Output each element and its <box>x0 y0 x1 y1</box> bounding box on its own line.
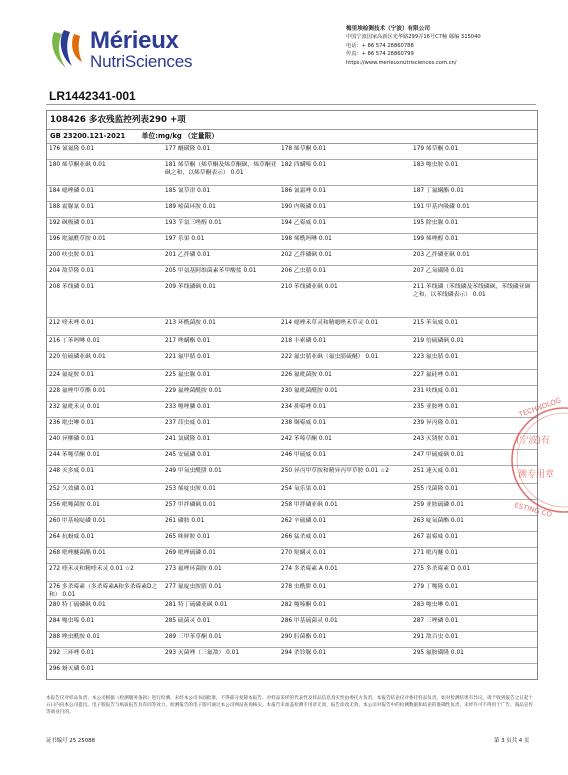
pesticide-cell: 184 噁唑磷 0.01 <box>49 188 95 194</box>
pesticide-cell: 253 烯啶虫胺 0.01 <box>165 486 216 492</box>
table-row <box>47 186 537 202</box>
pesticide-cell: 267 霜霉威 0.01 <box>413 534 459 540</box>
pesticide-cell: 196 吡氟酰草胺 0.01 <box>49 236 106 242</box>
pesticide-cell: 198 烯酰吗啉 0.01 <box>281 236 332 242</box>
pesticide-cell: 249 甲氧虫酰肼 0.01 <box>165 468 222 474</box>
pesticide-cell: 225 氟虫脲 0.01 <box>165 372 211 378</box>
pesticide-cell: 294 杀铃脲 0.01 <box>281 650 327 656</box>
pesticide-cell: 238 缬霉威 0.01 <box>281 420 327 426</box>
brand-name: Mérieux <box>90 27 179 54</box>
pesticide-cell: 204 敌草隆 0.01 <box>49 268 95 274</box>
pesticide-cell: 202 乙拌磷砜 0.01 <box>281 252 332 258</box>
pesticide-cell: 223 氟虫腈 0.01 <box>413 354 459 360</box>
pesticide-cell: 195 除虫脲 0.01 <box>413 220 459 226</box>
pesticide-cell: 287 三唑磷 0.01 <box>413 618 459 624</box>
table-row <box>47 318 537 336</box>
table-row <box>47 402 537 418</box>
certificate-number: 证书编号 25 25088 <box>46 738 95 744</box>
company-address: 中国宁波国家高新区光华路299弄16号C7幢 邮编 315040 <box>346 34 481 41</box>
pesticide-cell: 275 多杀霉素 D 0.01 <box>413 566 471 572</box>
pesticide-cell: 228 氟唑甲草酯 0.01 <box>49 388 106 394</box>
pesticide-cell: 213 环酰菌胺 0.01 <box>165 320 216 326</box>
pesticide-cell: 176 氰氟隆 0.01 <box>49 146 95 152</box>
pesticide-cell: 177 醚磺隆 0.01 <box>165 146 211 152</box>
table-body <box>47 144 537 679</box>
report-number: LR1442341-001 <box>49 89 136 103</box>
pesticide-cell: 256 吡噻菌胺 0.01 <box>49 502 100 508</box>
table-row <box>47 160 537 186</box>
pesticide-cell: 191 甲基内吸磷 0.01 <box>413 204 470 210</box>
pesticide-cell: 260 甲基嘧啶磷 0.01 <box>49 518 106 524</box>
pesticide-cell: 257 甲拌磷砜 0.01 <box>165 502 216 508</box>
pesticide-cell: 217 唑螨酯 0.01 <box>165 338 211 344</box>
pesticide-cell: 280 特丁硫磷砜 0.01 <box>49 602 106 608</box>
pesticide-cell: 295 氟胺磺隆 0.01 <box>413 650 464 656</box>
pesticide-cell: 243 灭锈胺 0.01 <box>413 436 459 442</box>
pesticide-cell: 234 抑霉唑 0.01 <box>281 404 327 410</box>
table-row <box>47 352 537 370</box>
table-row <box>47 648 537 664</box>
table-row <box>47 516 537 532</box>
pesticide-cell: 286 甲基硫菌灵 0.01 <box>281 618 338 624</box>
pesticide-cell: 237 茚虫威 0.01 <box>165 420 211 426</box>
table-row <box>47 336 537 352</box>
pesticide-cell: 231 呋线威 0.01 <box>413 388 459 394</box>
pesticide-cell: 269 吡唑硫磷 0.01 <box>165 550 216 556</box>
pesticide-cell: 221 氟甲腈 0.01 <box>165 354 211 360</box>
pesticide-cell: 229 氟唑菌酰胺 0.01 <box>165 388 222 394</box>
pesticide-cell: 248 灭多威 0.01 <box>49 468 95 474</box>
pesticide-cell: 188 霜脲氰 0.01 <box>49 204 95 210</box>
testing-seal-stamp <box>508 395 568 525</box>
pesticide-cell: 289 三甲苯草酮 0.01 <box>165 634 222 640</box>
table-row <box>47 548 537 564</box>
table-title: 108426 多农残监控列表290 +项 <box>47 111 537 130</box>
pesticide-cell: 220 倍硫磷亚砜 0.01 <box>49 354 106 360</box>
pesticide-cell: 265 咪鲜胺 0.01 <box>165 534 211 540</box>
table-row <box>47 564 537 582</box>
pesticide-cell: 250 异丙甲草胺和精异丙甲草胺 0.01 ☆2 <box>281 468 389 474</box>
pesticide-cell: 192 砜吸磷 0.01 <box>49 220 95 226</box>
svg-text:TECHNOLOG: TECHNOLOG <box>517 396 563 419</box>
company-name: 梅里埃检测技术（宁波）有限公司 <box>346 26 430 32</box>
pesticide-cell: 281 特丁硫磷亚砜 0.01 <box>165 602 228 608</box>
pesticide-cell: 244 苯噻草酮 0.01 <box>49 452 100 458</box>
pesticide-cell: 255 戊菌隆 0.01 <box>413 486 459 492</box>
pesticide-cell: 278 虫酰肼 0.01 <box>281 584 327 590</box>
pesticide-cell: 240 异柳磷 0.01 <box>49 436 95 442</box>
pesticide-cell: 261 磷胺 0.01 <box>165 518 205 524</box>
pesticide-cell: 273 氟唑环菌胺 0.01 <box>165 566 222 572</box>
pesticide-cell: 193 苄氯三唑醇 0.01 <box>165 220 222 226</box>
pesticide-cell: 252 久效磷 0.01 <box>49 486 95 492</box>
pesticide-cell: 266 猛杀威 0.01 <box>281 534 327 540</box>
pesticide-cell: 227 氟硅唑 0.01 <box>413 372 459 378</box>
table-row <box>47 466 537 484</box>
pesticide-cell: 245 安硫磷 0.01 <box>165 452 211 458</box>
pesticide-cell: 292 三环唑 0.01 <box>49 650 95 656</box>
pesticide-cell: 178 烯草酮 0.01 <box>281 146 327 152</box>
pesticide-cell: 259 亚胺硫磷 0.01 <box>413 502 464 508</box>
pesticide-cell: 242 苯嗪草酮 0.01 <box>281 436 332 442</box>
table-row <box>47 386 537 402</box>
pesticide-cell: 233 噻唑膦 0.01 <box>165 404 211 410</box>
pesticide-cell: 296 蚜灭磷 0.01 <box>49 666 95 672</box>
test-standard: GB 23200.121-2021 <box>50 132 126 140</box>
pesticide-cell: 247 甲硫威砜 0.01 <box>413 452 464 458</box>
table-row <box>47 144 537 160</box>
svg-text:(宁波)有: (宁波)有 <box>516 436 551 446</box>
pesticide-cell: 190 内吸磷 0.01 <box>281 204 327 210</box>
pesticide-cell: 241 氯磺隆 0.01 <box>165 436 211 442</box>
pesticide-cell: 216 丁苯吗啉 0.01 <box>49 338 100 344</box>
svg-text:ESTING CO: ESTING CO <box>513 501 553 519</box>
pesticide-cell: 279 丁噻隆 0.01 <box>413 584 459 590</box>
table-row <box>47 234 537 250</box>
pesticide-cell: 206 乙虫腈 0.01 <box>281 268 327 274</box>
pesticide-cell: 187 丁氟螨酯 0.01 <box>413 188 464 194</box>
pesticide-cell: 185 氰草津 0.01 <box>165 188 211 194</box>
pesticide-cell: 219 倍硫磷砜 0.01 <box>413 338 464 344</box>
pesticide-cell: 203 乙拌磷亚砜 0.01 <box>413 252 470 258</box>
page-number: 第 3 页共 4 页 <box>494 738 530 744</box>
pesticide-cell: 277 氟啶虫胺腈 0.01 <box>165 584 222 590</box>
table-row <box>47 632 537 648</box>
pesticide-cell: 197 乐果 0.01 <box>165 236 205 242</box>
table-row <box>47 218 537 234</box>
pesticide-cell: 285 硫菌灵 0.01 <box>165 618 211 624</box>
pesticide-cell: 236 吡虫啉 0.01 <box>49 420 95 426</box>
pesticide-cell: 251 速灭威 0.01 <box>413 468 459 474</box>
pesticide-cell: 283 噻虫啉 0.01 <box>413 602 459 608</box>
pesticide-cell: 263 啶氧菌酯 0.01 <box>413 518 464 524</box>
pesticide-cell: 226 氟吡菌胺 0.01 <box>281 372 332 378</box>
merieux-logo-icon <box>48 28 88 72</box>
pesticide-table <box>46 110 538 680</box>
pesticide-cell: 268 吡唑醚菌酯 0.01 <box>49 550 106 556</box>
pesticide-cell: 186 氰霜唑 0.01 <box>281 188 327 194</box>
pesticide-cell: 182 四螨嗪 0.01 <box>281 162 327 168</box>
pesticide-cell: 284 噻虫嗪 0.01 <box>49 618 95 624</box>
pesticide-cell: 218 丰索磷 0.01 <box>281 338 327 344</box>
table-row <box>47 600 537 616</box>
pesticide-cell: 181 烯草酮（烯草酮及烯草酮砜，烯草酮亚砜之和，以烯草酮表示） 0.01 <box>165 162 277 176</box>
table-row <box>47 616 537 632</box>
pesticide-cell: 262 辛硫磷 0.01 <box>281 518 327 524</box>
pesticide-cell: 235 亚胺唑 0.01 <box>413 404 459 410</box>
unit-label: 单位:mg/kg （定量限） <box>141 132 219 140</box>
pesticide-cell: 183 噻虫胺 0.01 <box>413 162 459 168</box>
pesticide-cell: 239 异丙隆 0.01 <box>413 420 459 426</box>
table-subheader <box>47 130 537 144</box>
table-row <box>47 450 537 466</box>
disclaimer-text: 本报告仅对样品负责，本公司根据《检测服务条款》进行检测。未经本公司书面批准，不得部分复制本报告。对样品采样的代表性及样品信息真实性由委托方负责，本报告结论仅对委托样品负责。如对检测结果有异议，请于收到报告之日起十五日内向本公司提出。电子版报告与纸质报告具有同等效力，检测报告的电子版可通过本公司网站查询核实。本报告未加盖检测专用章无效，报告涂改无效。本公司对报告中的检测数据和结论的准确性负责，未经许可不得用于广告、商品宣传等商业目的。 <box>46 696 533 716</box>
table-row <box>47 664 537 679</box>
pesticide-cell: 272 喹禾灵和精喹禾灵 0.01 ☆2 <box>49 566 134 572</box>
table-row <box>47 282 537 318</box>
table-row <box>47 370 537 386</box>
pesticide-cell: 282 噻嗪酮 0.01 <box>281 602 327 608</box>
pesticide-cell: 270 哒螨灵 0.01 <box>281 550 327 556</box>
pesticide-cell: 293 灭菌唑（三氟敌） 0.01 <box>165 650 240 656</box>
pesticide-cell: 271 吡丙醚 0.01 <box>413 550 459 556</box>
pesticide-cell: 179 烯草酮 0.01 <box>413 146 459 152</box>
pesticide-cell: 232 氟吡禾灵 0.01 <box>49 404 100 410</box>
table-row <box>47 266 537 282</box>
pesticide-cell: 200 呋虫胺 0.01 <box>49 252 95 258</box>
pesticide-cell: 180 烯草酮亚砜 0.01 <box>49 162 106 168</box>
pesticide-cell: 211 苯线磷（苯线磷及苯线磷砜，苯线磷亚砜之和，以苯线磷表示） 0.01 <box>413 284 531 298</box>
svg-text:测专用章: 测专用章 <box>518 470 555 480</box>
pesticide-cell: 264 抗蚜威 0.01 <box>49 534 95 540</box>
pesticide-cell: 258 甲拌磷亚砜 0.01 <box>281 502 338 508</box>
pesticide-cell: 291 敌百虫 0.01 <box>413 634 459 640</box>
pesticide-cell: 199 烯唑醇 0.01 <box>413 236 459 242</box>
table-row <box>47 500 537 516</box>
company-phone: 电话：+ 86 574 28860788 <box>346 42 414 49</box>
company-website: https://www.merieuxnutrisciences.com.cn/ <box>346 59 457 66</box>
pesticide-cell: 212 喹禾唑 0.01 <box>49 320 95 326</box>
pesticide-cell: 288 唑虫酰胺 0.01 <box>49 634 100 640</box>
pesticide-cell: 189 嘧菌环胺 0.01 <box>165 204 216 210</box>
pesticide-cell: 205 甲氨基阿维菌素苯甲酸盐 0.01 <box>165 268 257 274</box>
brand-subname: NutriSciences <box>90 52 193 71</box>
pesticide-cell: 214 噁唑禾草灵和精噁唑禾草灵 0.01 <box>281 320 379 326</box>
pesticide-cell: 230 氟吡菌酰胺 0.01 <box>281 388 338 394</box>
pesticide-cell: 222 氟虫腈亚砜（氟虫腈硫醚） 0.01 <box>281 354 379 360</box>
pesticide-cell: 254 氧乐果 0.01 <box>281 486 327 492</box>
company-fax: 传真：+ 86 574 28860799 <box>346 51 414 58</box>
pesticide-cell: 246 甲硫威 0.01 <box>281 452 327 458</box>
pesticide-cell: 209 苯线磷砜 0.01 <box>165 284 216 290</box>
table-row <box>47 484 537 500</box>
pesticide-cell: 224 氟啶胺 0.01 <box>49 372 95 378</box>
table-row <box>47 532 537 548</box>
pesticide-cell: 210 苯线磷亚砜 0.01 <box>281 284 338 290</box>
merieux-logo <box>48 26 198 76</box>
pesticide-cell: 290 肟菌酯 0.01 <box>281 634 327 640</box>
table-row <box>47 418 537 434</box>
pesticide-cell: 201 乙拌磷 0.01 <box>165 252 211 258</box>
pesticide-cell: 215 苯氧威 0.01 <box>413 320 459 326</box>
pesticide-cell: 274 多杀霉素 A 0.01 <box>281 566 338 572</box>
table-row <box>47 202 537 218</box>
pesticide-cell: 207 乙氧磺隆 0.01 <box>413 268 464 274</box>
divider <box>46 104 536 105</box>
table-row <box>47 250 537 266</box>
pesticide-cell: 276 多杀霉素（多杀霉素A和多杀霉素D之和） 0.01 <box>49 584 158 598</box>
table-row <box>47 434 537 450</box>
pesticide-cell: 208 苯线磷 0.01 <box>49 284 95 290</box>
company-info <box>346 25 536 67</box>
pesticide-cell: 194 乙霉威 0.01 <box>281 220 327 226</box>
table-row <box>47 582 537 600</box>
